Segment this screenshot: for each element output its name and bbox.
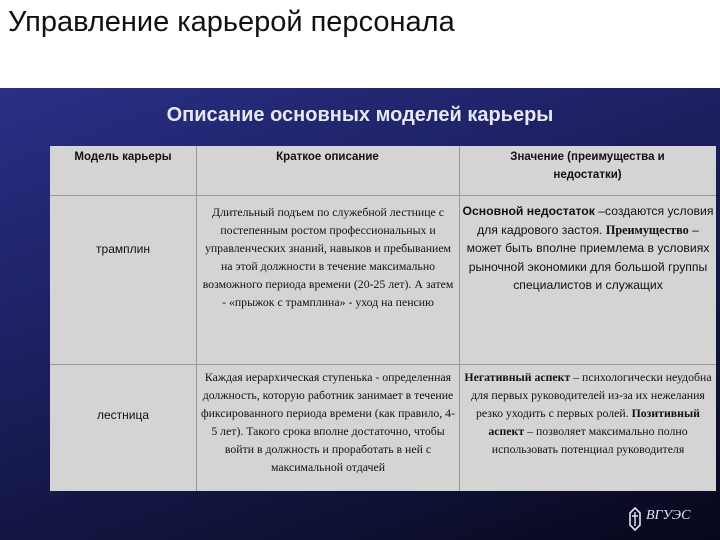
value-text: – может быть вполне приемлема в условиях рыночной экономики для большой группы специалистов и служащих bbox=[466, 222, 710, 292]
header-model: Модель карьеры bbox=[74, 151, 172, 163]
header-value: Значение (преимущества и недостатки) bbox=[510, 151, 665, 181]
slide-panel bbox=[0, 88, 720, 540]
column-divider bbox=[196, 146, 197, 491]
row-divider bbox=[50, 364, 716, 365]
value-text: – психологически неудобна для первых руководителей из-за их нежелания резко уходить с первых ролей. bbox=[471, 370, 712, 420]
header-description: Краткое описание bbox=[276, 151, 379, 163]
value-label-negative: Негативный аспект bbox=[464, 370, 571, 384]
value-text: –создаются условия для кадрового застоя. bbox=[477, 204, 714, 237]
value-text: – позволяет максимально полно использовать потенциал руководителя bbox=[491, 424, 688, 456]
university-emblem-icon bbox=[628, 507, 642, 531]
logo-text: ВГУЭС bbox=[646, 508, 691, 523]
career-models-table bbox=[50, 146, 716, 491]
model-name: лестница bbox=[96, 408, 150, 422]
model-description: Каждая иерархическая ступенька - определенная должность, которую работник занимает в течение фиксированного периода времени (как правило, 4-5 лет). Такого срока вполне достаточно, чтобы войти в должность и проработать в ней с максимальной отдачей bbox=[200, 370, 456, 474]
value-label-positive: Преимущество bbox=[605, 222, 689, 237]
university-logo bbox=[628, 506, 718, 532]
model-name: трамплин bbox=[96, 242, 150, 256]
model-value bbox=[460, 368, 716, 458]
value-label-positive: Позитивный аспект bbox=[488, 406, 700, 438]
slide-subtitle: Описание основных моделей карьеры bbox=[166, 104, 554, 126]
page-title: Управление карьерой персонала bbox=[8, 6, 455, 38]
value-label-negative: Основной недостаток bbox=[462, 204, 595, 218]
model-value bbox=[460, 202, 716, 295]
model-description: Длительный подъем по служебной лестнице с постепенным ростом профессиональных и управленческих знаний, навыков и пребыванием на этой должности в течение максимально возможного периода времени (20-25 лет). А затем - «прыжок с трамплина» - уход на пенсию bbox=[202, 205, 454, 309]
row-divider bbox=[50, 195, 716, 196]
